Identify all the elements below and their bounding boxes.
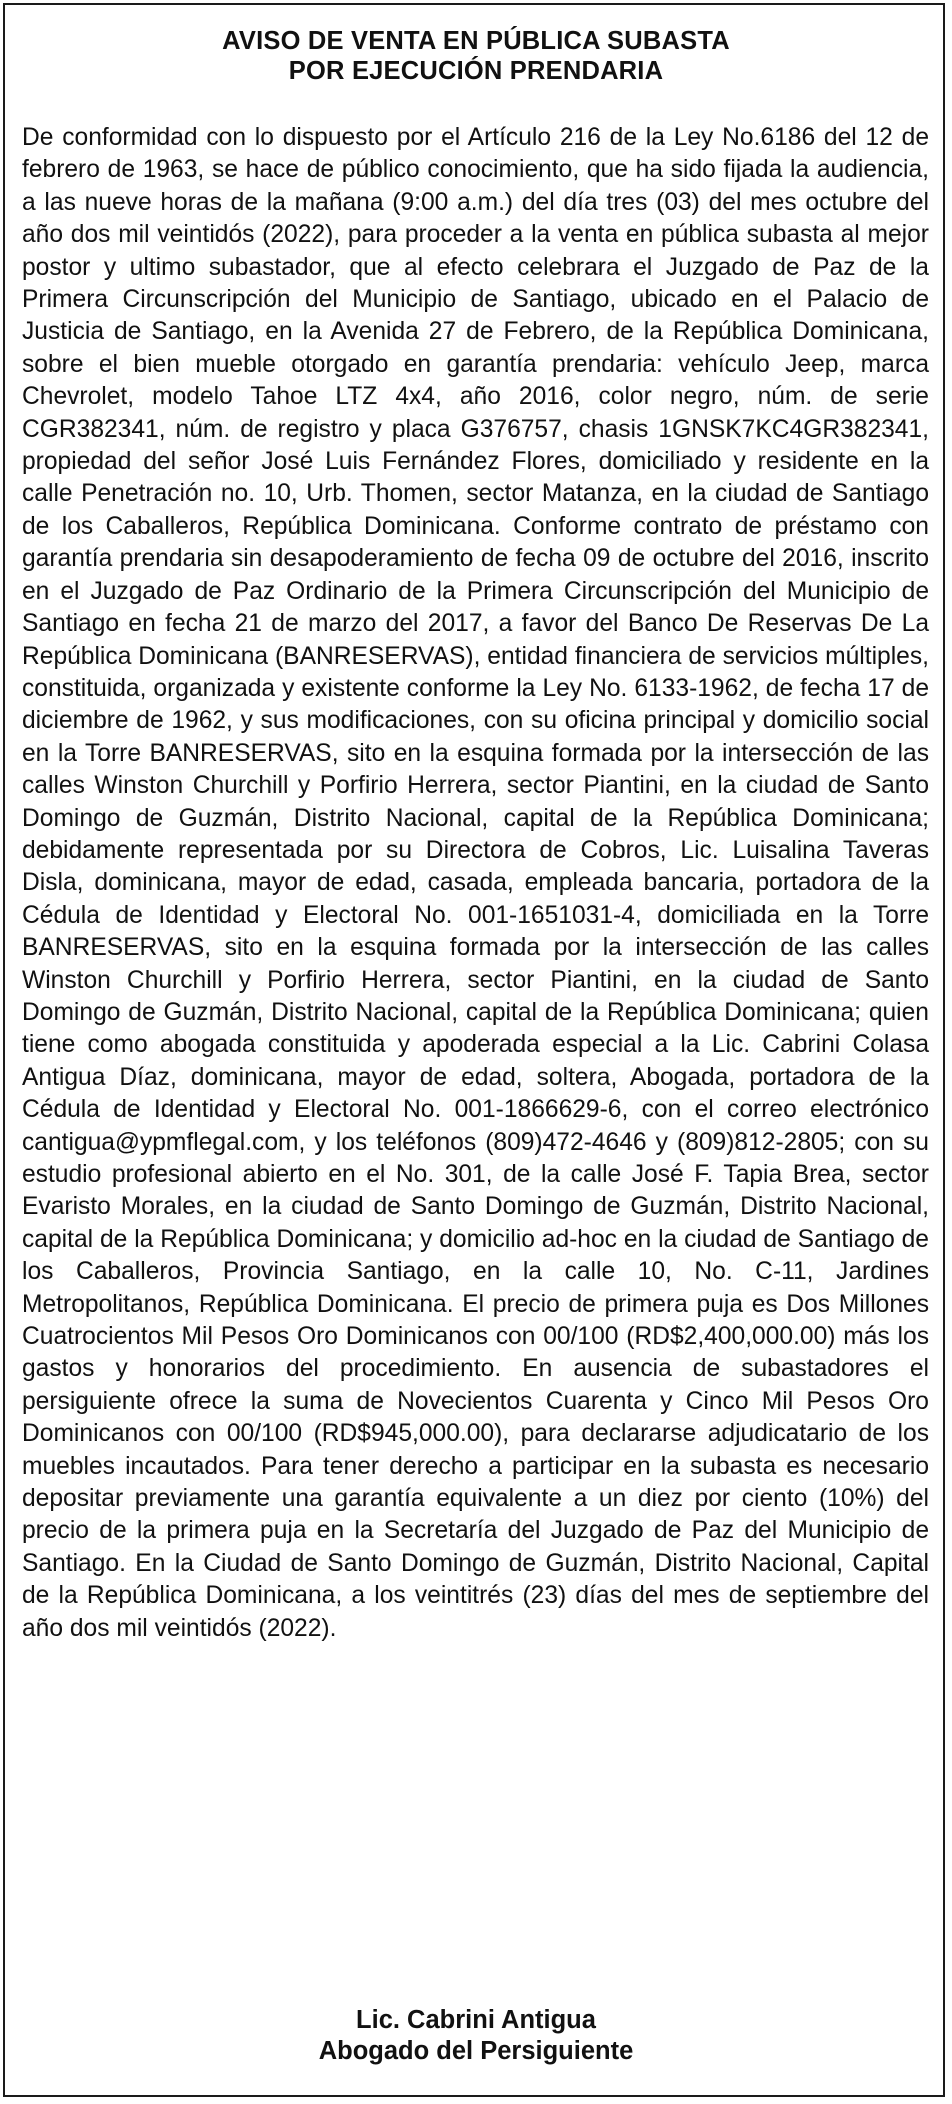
title-line-1: AVISO DE VENTA EN PÚBLICA SUBASTA: [222, 27, 730, 55]
notice-body: De conformidad con lo dispuesto por el Artículo 216 de la Ley No.6186 del 12 de febrero de 1963, se hace de público conocimiento, que ha sido fijada la audiencia, a las nueve horas de la mañana (9:00 a.m.) del día tres (03) del mes octubre del año dos mil veintidós (2022), para proceder a la venta en pública subasta al mejor postor y ultimo subastador, que al efecto celebrara el Juzgado de Paz de la Primera Circunscripción del Municipio de Santiago, ubicado en el Palacio de Justicia de Santiago, en la Avenida 27 de Febrero, de la República Dominicana, sobre el bien mueble otorgado en garantía prendaria: vehículo Jeep, marca Chevrolet, modelo Tahoe LTZ 4x4, año 2016, color negro, núm. de serie CGR382341, núm. de registro y placa G376757, chasis 1GNSK7KC4GR382341, propiedad del señor José Luis Fernández Flores, domiciliado y residente en la calle Penetración no. 10, Urb. Thomen, sector Matanza, en la ciudad de Santiago de los Caballeros, República Dominicana. Conforme contrato de préstamo con garantía prendaria sin desapoderamiento de fecha 09 de octubre del 2016, inscrito en el Juzgado de Paz Ordinario de la Primera Circunscripción del Municipio de Santiago en fecha 21 de marzo del 2017, a favor del Banco De Reservas De La República Dominicana (BANRESERVAS), entidad financiera de servicios múltiples, constituida, organizada y existente conforme la Ley No. 6133-1962, de fecha 17 de diciembre de 1962, y sus modificaciones, con su oficina principal y domicilio social en la Torre BANRESERVAS, sito en la esquina formada por la intersección de las calles Winston Churchill y Porfirio Herrera, sector Piantini, en la ciudad de Santo Domingo de Guzmán, Distrito Nacional, capital de la República Dominicana; debidamente representada por su Directora de Cobros, Lic. Luisalina Taveras Disla, dominicana, mayor de edad, casada, empleada bancaria, portadora de la Cédula de Identidad y Electoral No. 001-1651031-4, domiciliada en la Torre BANRESERVAS, sito en la esquina formada por la intersección de las calles Winston Churchill y Porfirio Herrera, sector Piantini, en la ciudad de Santo Domingo de Guzmán, Distrito Nacional, capital de la República Dominicana; quien tiene como abogada constituida y apoderada especial a la Lic. Cabrini Colasa Antigua Díaz, dominicana, mayor de edad, soltera, Abogada, portadora de la Cédula de Identidad y Electoral No. 001-1866629-6, con el correo electrónico cantigua@ypmflegal.com, y los teléfonos (809)472-4646 y (809)812-2805; con su estudio profesional abierto en el No. 301, de la calle José F. Tapia Brea, sector Evaristo Morales, en la ciudad de Santo Domingo de Guzmán, Distrito Nacional, capital de la República Dominicana; y domicilio ad-hoc en la ciudad de Santiago de los Caballeros, Provincia Santiago, en la calle 10, No. C-11, Jardines Metropolitanos, República Dominicana. El precio de primera puja es Dos Millones Cuatrocientos Mil Pesos Oro Dominicanos con 00/100 (RD$2,400,000.00) más los gastos y honorarios del procedimiento. En ausencia de subastadores el persiguiente ofrece la suma de Novecientos Cuarenta y Cinco Mil Pesos Oro Dominicanos con 00/100 (RD$945,000.00), para declararse adjudicatario de los muebles incautados. Para tener derecho a participar en la subasta es necesario depositar previamente una garantía equivalente a un diez por ciento (10%) del precio de la primera puja en la Secretaría del Juzgado de Paz del Municipio de Santiago. En la Ciudad de Santo Domingo de Guzmán, Distrito Nacional, Capital de la República Dominicana, a los veintitrés (23) días del mes de septiembre del año dos mil veintidós (2022).: [22, 124, 929, 1642]
signature-block: [0, 2005, 952, 2067]
signature-name: Lic. Cabrini Antigua: [356, 2006, 596, 2034]
title-line-2: POR EJECUCIÓN PRENDARIA: [288, 57, 664, 85]
notice-title: [0, 26, 952, 86]
signature-role: Abogado del Persiguiente: [318, 2037, 634, 2065]
